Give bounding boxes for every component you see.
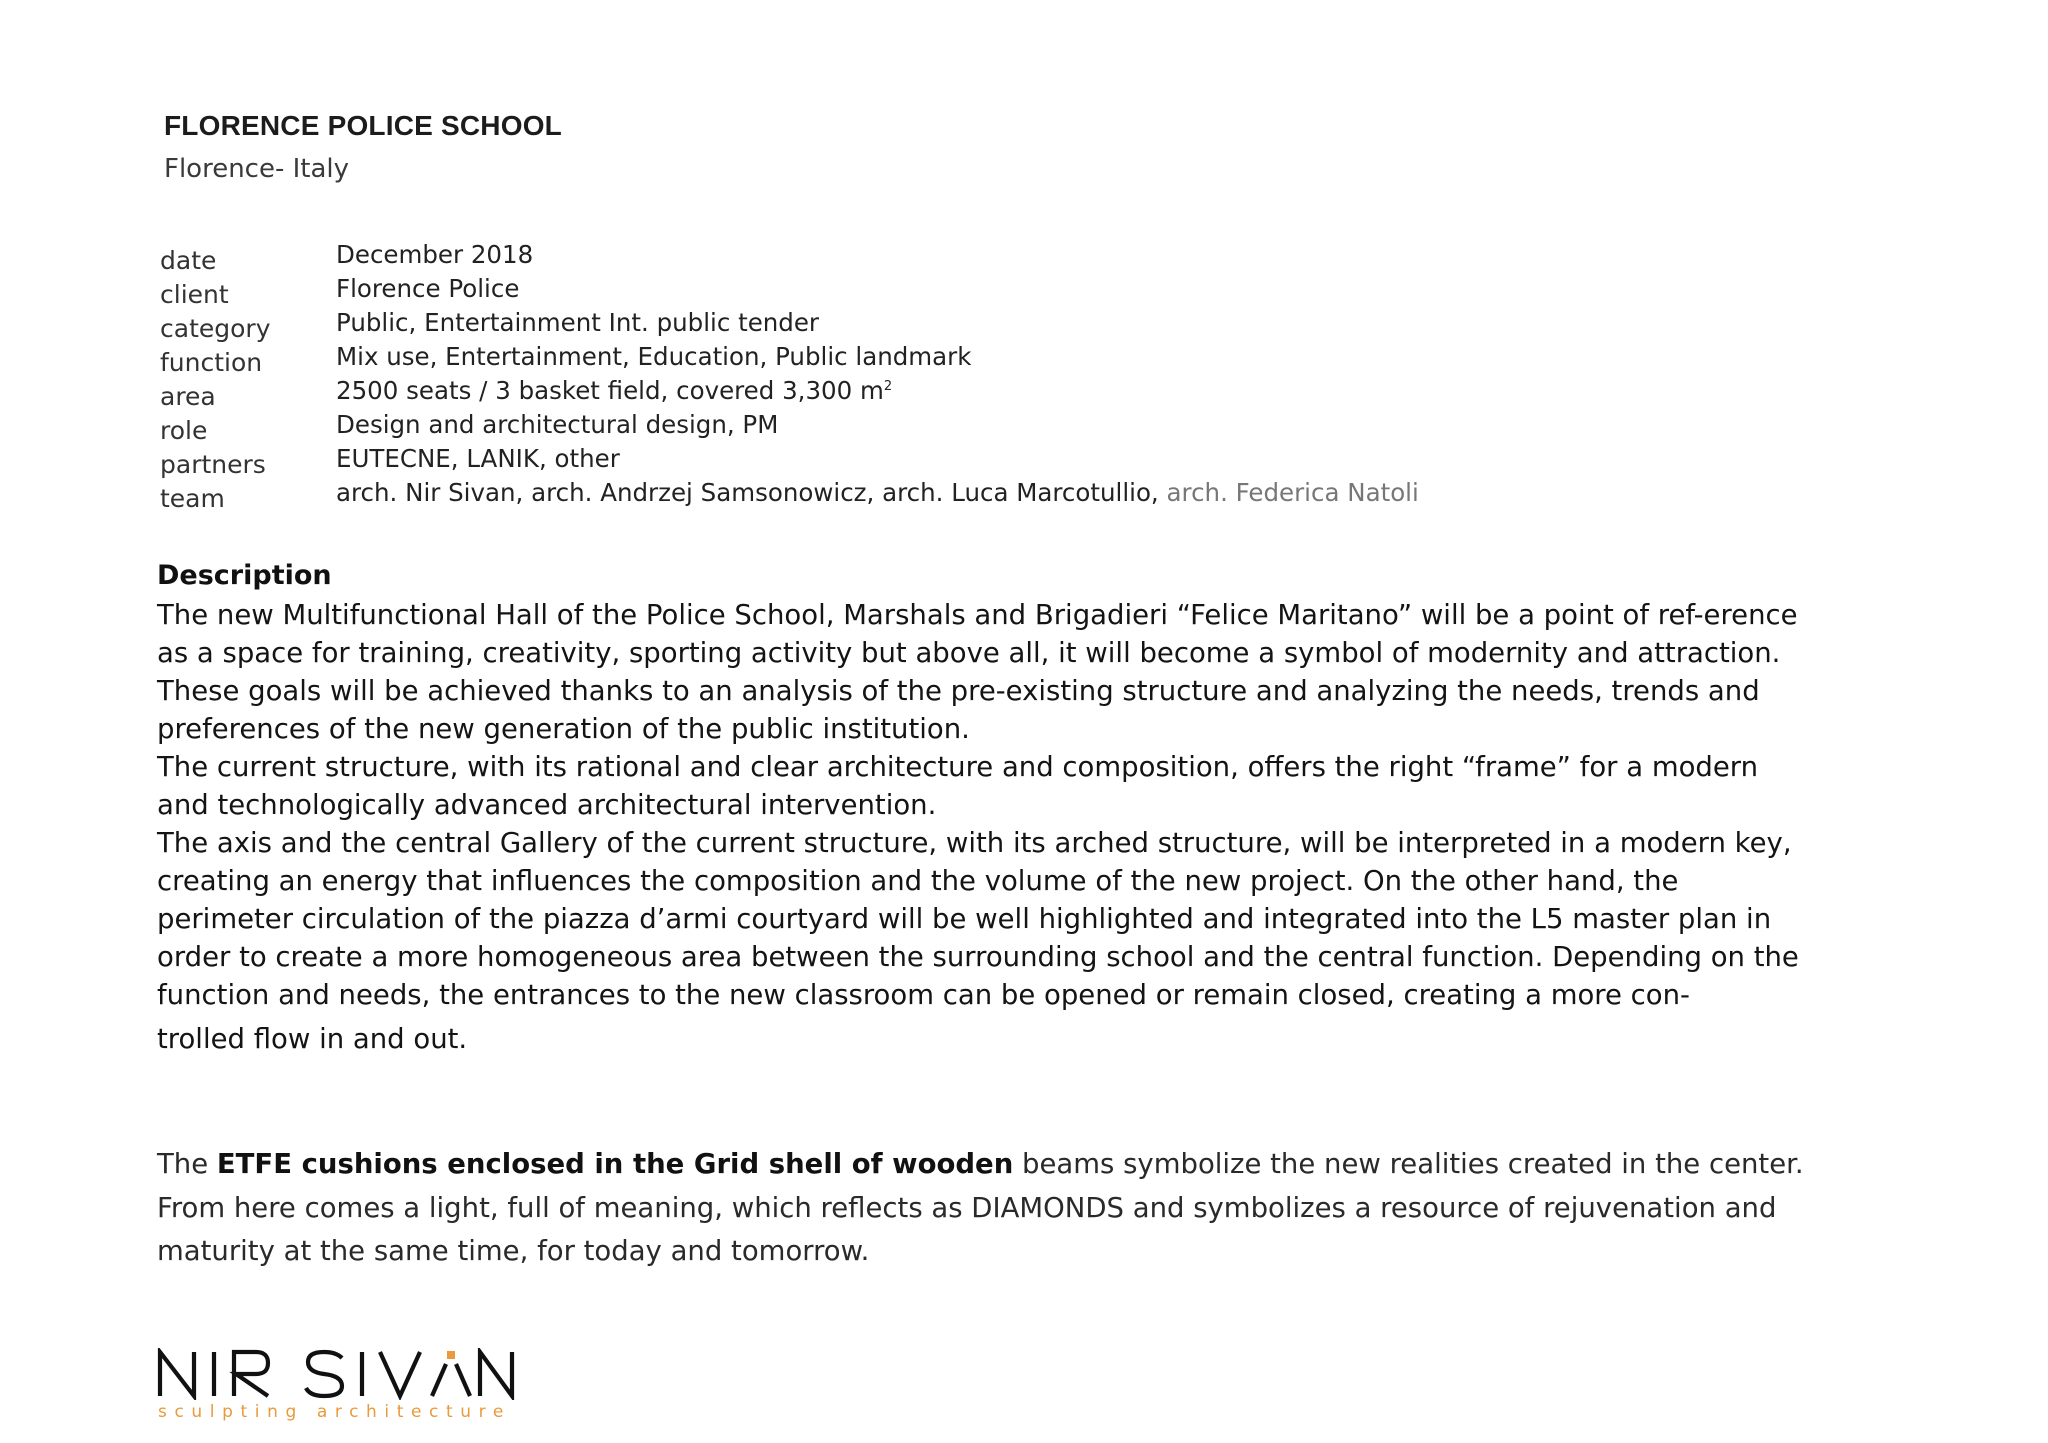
spec-label: role [160,416,208,445]
logo-wordmark [156,1348,516,1400]
logo-name [156,1404,157,1405]
spec-label: client [160,280,229,309]
spec-value: EUTECNE, LANIK, other [336,444,620,473]
description-paragraph: The current structure, with its rational and clear architecture and composition, offers the right “frame” for a modern and technologically advanced architectural intervention. [157,751,1759,821]
spec-label: function [160,348,263,377]
area-value-text: 2500 seats / 3 basket field, covered 3,300 m [336,376,884,405]
team-members-text-light: arch. Federica Natoli [1158,478,1419,507]
nir-sivan-logo [156,1348,516,1404]
project-location: Florence- Italy [164,154,350,184]
closing-statement [157,1143,1817,1274]
spec-value [336,376,892,405]
description-paragraph: The new Multifunctional Hall of the Police School, Marshals and Brigadieri “Felice Maritano” will be a point of ref-erence as a space for training, creativity, sporting activity but above all, it will become a symbol of modernity and attraction. [157,599,1798,669]
spec-label: date [160,246,217,275]
closing-text: beams symbolize the new realities created in the center. From here comes a light, full of meaning, which reflects as DIAMONDS and symbolizes a resource of rejuvenation and maturity at the same time, for today and tomorrow. [157,1148,1804,1267]
description-body [157,596,1817,1058]
spec-value: Design and architectural design, PM [336,410,779,439]
description-paragraph: The axis and the central Gallery of the current structure, with its arched structure, will be interpreted in a modern key, creating an energy that influences the composition and the volume of the new project. On the other hand, the perimeter circulation of the piazza d’armi courtyard will be well highlighted and integrated into the L5 master plan in order to create a more homogeneous area between the surrounding school and the central function. Depending on the function and needs, the entrances to the new classroom can be opened or remain closed, creating a more con- [157,827,1799,1011]
closing-highlight: ETFE cushions enclosed in the Grid shell of wooden [216,1148,1014,1180]
spec-value: Mix use, Entertainment, Education, Public landmark [336,342,972,371]
logo-accent-square [447,1351,455,1359]
logo-tagline: sculpting architecture [158,1402,511,1422]
spec-label: partners [160,450,266,479]
spec-value: Public, Entertainment Int. public tender [336,308,820,337]
spec-label: category [160,314,271,343]
description-heading: Description [157,560,332,591]
spec-value: December 2018 [336,240,534,269]
closing-intro: The [157,1148,217,1180]
spec-label: team [160,484,225,513]
spec-value [336,478,1419,507]
project-title: FLORENCE POLICE SCHOOL [164,110,562,141]
description-paragraph: These goals will be achieved thanks to an analysis of the pre-existing structure and analyzing the needs, trends and preferences of the new generation of the public institution. [157,675,1760,745]
description-paragraph: trolled flow in and out. [157,1023,468,1055]
spec-value: Florence Police [336,274,520,303]
team-members-text: arch. Nir Sivan, arch. Andrzej Samsonowicz, arch. Luca Marcotullio, [336,478,1159,507]
area-unit-superscript: 2 [883,378,893,394]
spec-label: area [160,382,216,411]
